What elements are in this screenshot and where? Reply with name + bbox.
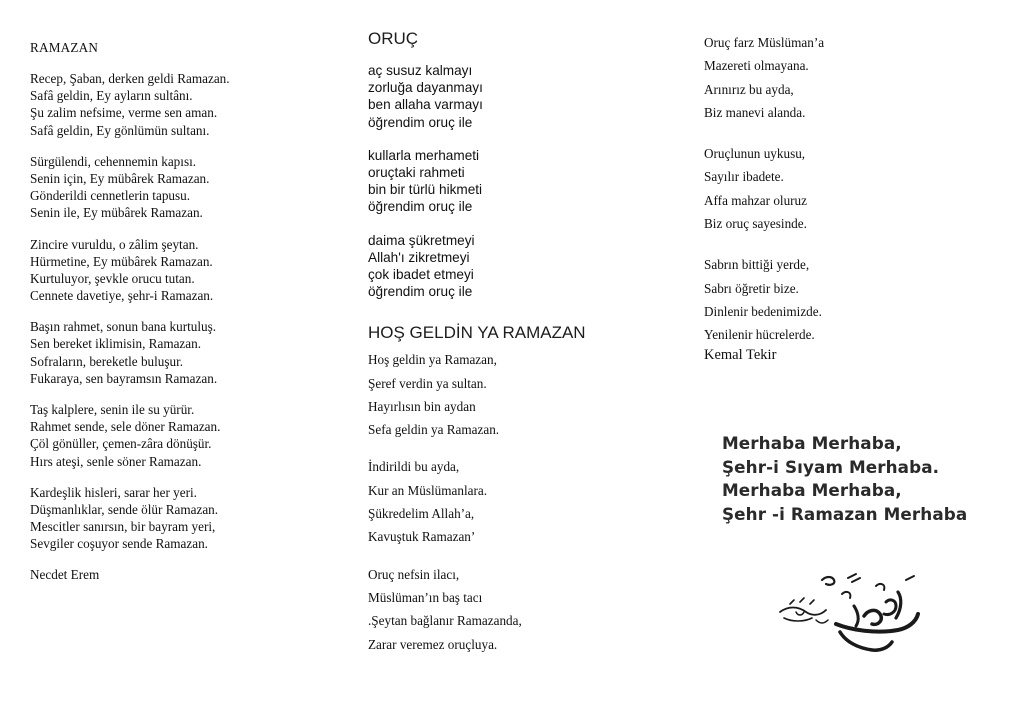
verse-line: Sen bereket iklimisin, Ramazan.	[30, 336, 202, 352]
verse-line: Yenilenir hücrelerde.	[704, 327, 815, 343]
verse-line: Sabrı öğretir bize.	[704, 280, 799, 296]
verse-line: ben allaha varmayı	[368, 97, 483, 113]
stanza	[704, 142, 1004, 235]
poem-author: Kemal Tekir	[704, 346, 777, 363]
verse-line: Taş kalplere, senin ile su yürür.	[30, 402, 195, 417]
poem-oruc-stanzas	[368, 62, 688, 300]
verse-line: Şeref verdin ya sultan.	[368, 375, 487, 391]
greeting-text	[722, 432, 1012, 526]
stanza	[704, 31, 1004, 124]
verse-line: Hayırlısın bin aydan	[368, 398, 476, 414]
verse-line: Düşmanlıklar, sende ölür Ramazan.	[30, 501, 219, 517]
verse-line: Zarar veremez oruçluya.	[368, 636, 498, 652]
verse-line: Allah'ı zikretmeyi	[368, 249, 470, 265]
verse-line: Sefa geldin ya Ramazan.	[368, 422, 500, 438]
verse-line: Mazereti olmayana.	[704, 58, 809, 74]
verse-line: Şükredelim Allah’a,	[368, 506, 475, 522]
verse-line: oruçtaki rahmeti	[368, 164, 465, 180]
verse-line: Sevgiler coşuyor sende Ramazan.	[30, 536, 208, 552]
stanza	[30, 318, 330, 387]
poem-hos-geldin-stanzas	[368, 348, 688, 656]
greeting-line: Şehr -i Ramazan Merhaba	[722, 503, 968, 524]
verse-line: Kavuştuk Ramazan’	[368, 529, 476, 545]
verse-line: Sabrın bittiği yerde,	[704, 257, 810, 273]
verse-line: Recep, Şaban, derken geldi Ramazan.	[30, 71, 230, 86]
stanza	[30, 236, 330, 305]
verse-line: Sürgülendi, cehennemin kapısı.	[30, 153, 197, 169]
stanza	[368, 455, 688, 548]
stanza	[30, 401, 330, 470]
poem-stanzas	[30, 70, 330, 553]
stanza	[368, 147, 688, 216]
verse-line: Cennete davetiye, şehr-i Ramazan.	[30, 288, 214, 304]
stanza	[30, 70, 330, 139]
poem-title: RAMAZAN	[30, 40, 99, 55]
verse-line: Kurtuluyor, şevkle orucu tutan.	[30, 270, 195, 286]
verse-line: Senin ile, Ey mübârek Ramazan.	[30, 205, 203, 221]
greeting-line: Merhaba Merhaba,	[722, 433, 902, 453]
poem-oruc-farz	[704, 31, 1004, 364]
stanza	[30, 484, 330, 553]
verse-line: Arınırız bu ayda,	[704, 81, 794, 97]
poems-middle-column	[368, 28, 688, 656]
verse-line: Zincire vuruldu, o zâlim şeytan.	[30, 236, 199, 252]
verse-line: Çöl gönüller, çemen-zâra dönüşür.	[30, 436, 212, 452]
verse-line: Biz manevi alanda.	[704, 104, 806, 120]
greeting-line: Merhaba Merhaba,	[722, 480, 902, 500]
verse-line: Affa mahzar oluruz	[704, 192, 808, 208]
verse-line: bin bir türlü hikmeti	[368, 182, 483, 198]
stanza	[368, 563, 688, 656]
verse-line: Sayılır ibadete.	[704, 169, 784, 185]
stanza	[30, 153, 330, 222]
stanza	[704, 253, 1004, 346]
verse-line: öğrendim oruç ile	[368, 114, 473, 130]
verse-line: aç susuz kalmayı	[368, 63, 473, 78]
poem-title-oruc: ORUÇ	[368, 29, 419, 48]
verse-line: Kardeşlik hisleri, sarar her yeri.	[30, 484, 197, 500]
verse-line: Safâ geldin, Ey ayların sultânı.	[30, 88, 193, 104]
stanza	[368, 348, 688, 441]
greeting-line: Şehr-i Sıyam Merhaba.	[722, 456, 940, 477]
verse-line: Biz oruç sayesinde.	[704, 216, 807, 232]
verse-line: Müslüman’ın baş tacı	[368, 589, 483, 605]
poem-ramazan	[30, 40, 330, 583]
verse-line: Safâ geldin, Ey gönlümün sultanı.	[30, 122, 210, 138]
verse-line: Sofraların, bereketle buluşur.	[30, 353, 184, 369]
verse-line: öğrendim oruç ile	[368, 284, 473, 300]
verse-line: Oruç farz Müslüman’a	[704, 35, 825, 50]
verse-line: İndirildi bu ayda,	[368, 459, 460, 475]
poem-author: Necdet Erem	[30, 566, 100, 582]
verse-line: Rahmet sende, sele döner Ramazan.	[30, 419, 221, 435]
verse-line: Mescitler sanırsın, bir bayram yeri,	[30, 519, 216, 535]
verse-line: Gönderildi cennetlerin tapusu.	[30, 188, 191, 204]
stanza	[368, 232, 688, 301]
verse-line: .Şeytan bağlanır Ramazanda,	[368, 613, 522, 629]
muhammad-calligraphy-icon	[776, 572, 922, 656]
verse-line: Hırs ateşi, senle söner Ramazan.	[30, 453, 202, 469]
verse-line: zorluğa dayanmayı	[368, 80, 483, 96]
verse-line: öğrendim oruç ile	[368, 199, 473, 215]
verse-line: daima şükretmeyi	[368, 232, 475, 248]
poem-stanzas	[704, 31, 1004, 347]
verse-line: Hoş geldin ya Ramazan,	[368, 352, 497, 368]
verse-line: Oruç nefsin ilacı,	[368, 566, 460, 582]
verse-line: çok ibadet etmeyi	[368, 266, 474, 282]
verse-line: Senin için, Ey mübârek Ramazan.	[30, 170, 210, 186]
verse-line: Fukaraya, sen bayramsın Ramazan.	[30, 370, 218, 386]
stanza	[368, 62, 688, 131]
verse-line: Oruçlunun uykusu,	[704, 146, 806, 162]
poem-title-hos-geldin: HOŞ GELDİN YA RAMAZAN	[368, 323, 586, 343]
verse-line: kullarla merhameti	[368, 147, 480, 163]
verse-line: Başın rahmet, sonun bana kurtuluş.	[30, 319, 217, 335]
verse-line: Hürmetine, Ey mübârek Ramazan.	[30, 253, 213, 269]
verse-line: Dinlenir bedenimizde.	[704, 303, 822, 319]
verse-line: Şu zalim nefsime, verme sen aman.	[30, 105, 218, 121]
verse-line: Kur an Müslümanlara.	[368, 482, 488, 498]
